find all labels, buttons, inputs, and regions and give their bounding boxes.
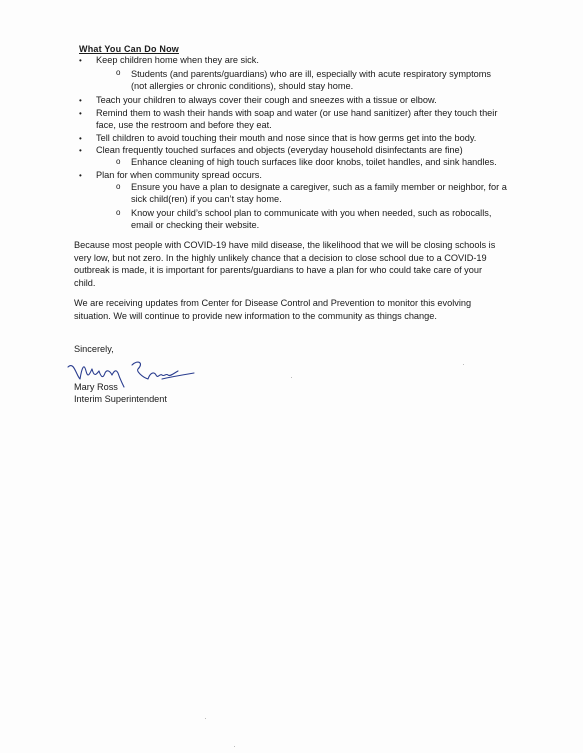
sub-bullet-marker: o	[116, 182, 121, 191]
list-item: Remind them to wash their hands with soap and water (or use hand sanitizer) after they touch their	[96, 108, 498, 118]
scan-speck	[234, 746, 235, 747]
paragraph-line: Because most people with COVID-19 have mild disease, the likelihood that we will be closing schools is	[74, 240, 496, 250]
signer-title: Interim Superintendent	[74, 394, 167, 404]
list-item: Plan for when community spread occurs.	[96, 170, 262, 180]
sub-bullet-marker: o	[116, 208, 121, 217]
sub-list-item: Students (and parents/guardians) who are ill, especially with acute respiratory symptoms	[131, 69, 492, 79]
list-item: Teach your children to always cover their cough and sneezes with a tissue or elbow.	[96, 95, 437, 105]
bullet-marker: •	[79, 109, 82, 118]
bullet-marker: •	[79, 146, 82, 155]
sub-list-item-continued: (not allergies or chronic conditions), should stay home.	[131, 81, 354, 91]
paragraph-line: situation. We will continue to provide new information to the community as things change.	[74, 310, 437, 321]
body-paragraph	[74, 297, 514, 322]
bullet-marker: •	[79, 171, 82, 180]
sub-bullet-marker: o	[116, 68, 121, 77]
sub-bullet-marker: o	[116, 157, 121, 166]
scan-speck	[205, 718, 206, 719]
sub-list-item-continued: sick child(ren) if you can’t stay home.	[131, 194, 282, 204]
paragraph-line: child.	[74, 277, 96, 288]
sub-list-item: Ensure you have a plan to designate a caregiver, such as a family member or neighbor, for a	[131, 182, 507, 192]
paragraph-line: outbreak is made, it is important for parents/guardians to have a plan for who could take care of your	[74, 265, 483, 276]
paragraph-line: very low, but not zero. In the highly unlikely chance that a decision to close school due to a COVID-19	[74, 252, 487, 263]
sub-list-item: Enhance cleaning of high touch surfaces like door knobs, toilet handles, and sink handles.	[131, 157, 497, 167]
body-paragraph	[74, 239, 514, 289]
list-item: Clean frequently touched surfaces and objects (everyday household disinfectants are fine)	[96, 145, 463, 155]
signer-name: Mary Ross	[74, 382, 118, 392]
bullet-marker: •	[79, 96, 82, 105]
list-item: Keep children home when they are sick.	[96, 55, 259, 65]
bullet-marker: •	[79, 134, 82, 143]
bullet-marker: •	[79, 56, 82, 65]
list-item-continued: face, use the restroom and before they eat.	[96, 120, 272, 130]
section-heading: What You Can Do Now	[79, 44, 179, 54]
scan-speck	[291, 377, 292, 378]
paragraph-line: We are receiving updates from Center for Disease Control and Prevention to monitor this evolving	[74, 298, 472, 308]
sub-list-item: Know your child’s school plan to communicate with you when needed, such as robocalls,	[131, 208, 492, 218]
sub-list-item-continued: email or checking their website.	[131, 220, 260, 230]
list-item: Tell children to avoid touching their mouth and nose since that is how germs get into the body.	[96, 133, 477, 143]
scan-speck	[463, 364, 464, 365]
closing: Sincerely,	[74, 344, 114, 354]
